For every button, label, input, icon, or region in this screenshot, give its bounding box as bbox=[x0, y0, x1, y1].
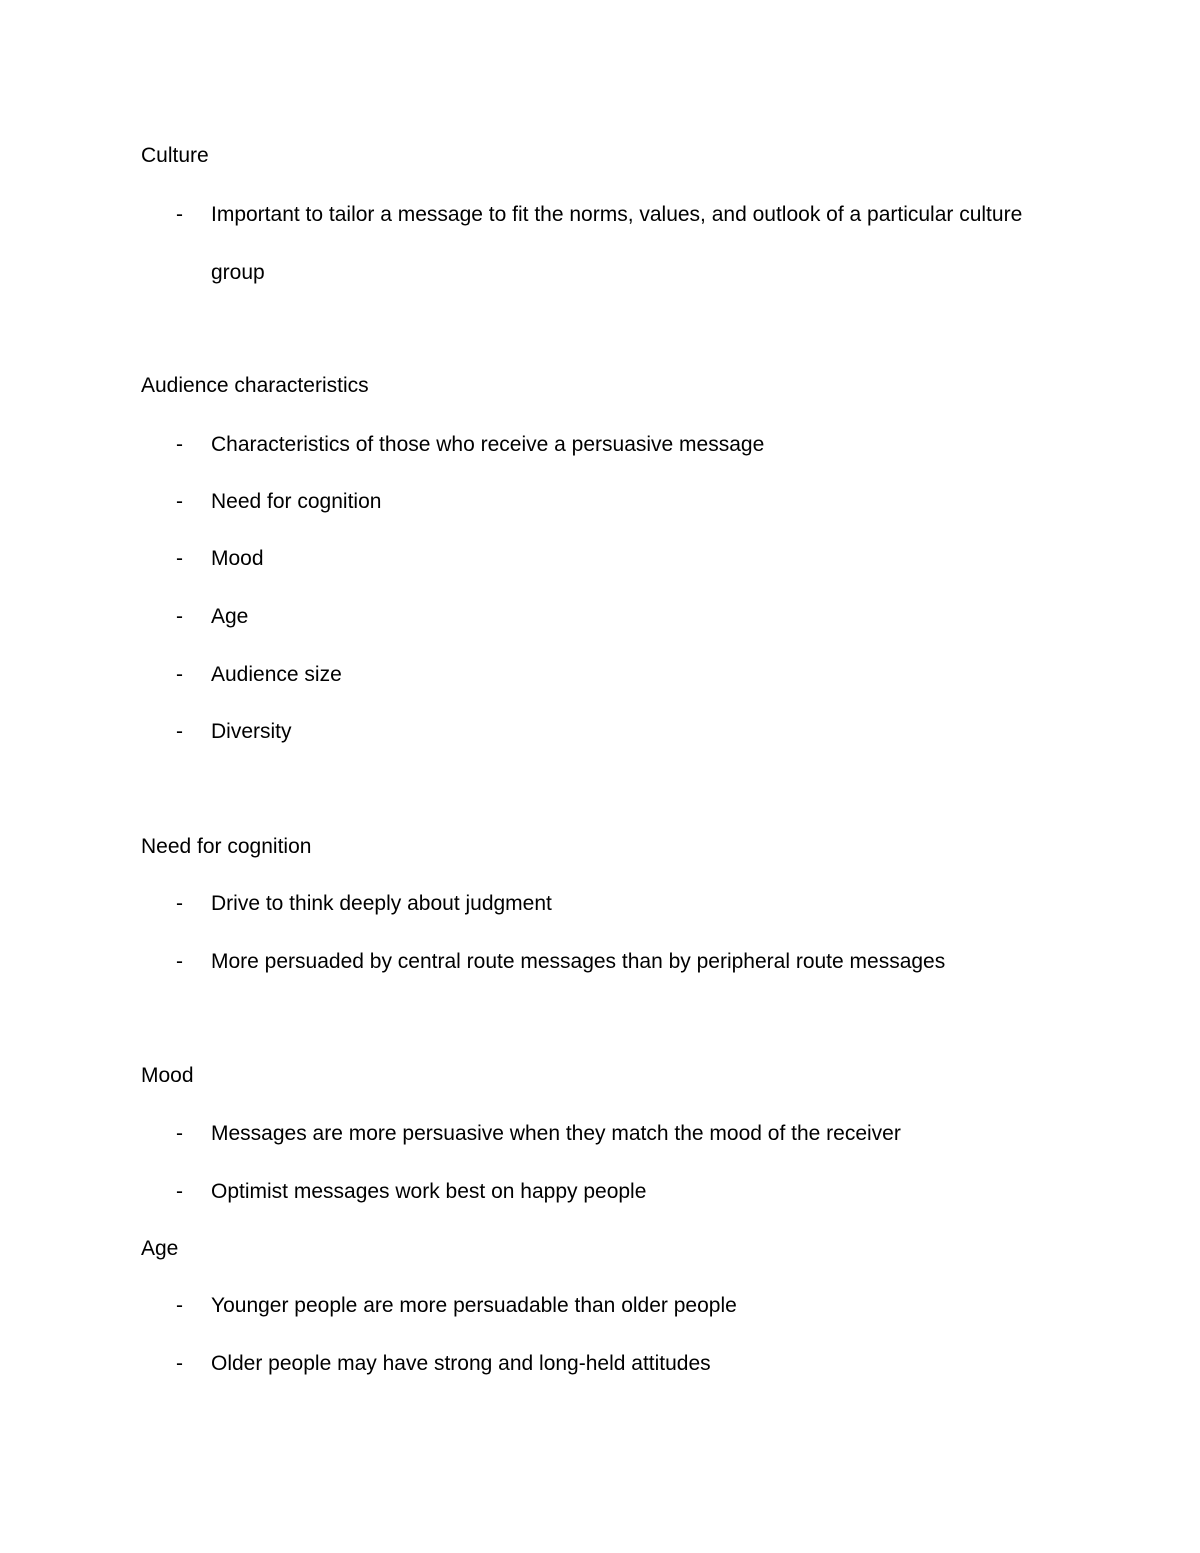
bullet-text: Important to tailor a message to fit the norms, values, and outlook of a particular culture group bbox=[211, 203, 1023, 284]
bullet-text: More persuaded by central route messages than by peripheral route messages bbox=[211, 950, 946, 973]
bullet-dash: - bbox=[176, 433, 183, 456]
bullet-dash: - bbox=[176, 663, 183, 686]
bullet-text: Drive to think deeply about judgment bbox=[211, 892, 552, 915]
bullet-text: Age bbox=[211, 605, 249, 628]
bullet-text: Older people may have strong and long-held attitudes bbox=[211, 1352, 711, 1375]
bullet-text: Mood bbox=[211, 547, 264, 570]
bullet-dash: - bbox=[176, 1122, 183, 1145]
list-item bbox=[0, 1180, 1200, 1204]
list-item bbox=[0, 605, 1200, 629]
section-heading-audience-characteristics: Audience characteristics bbox=[141, 374, 369, 397]
list-item bbox=[0, 720, 1200, 744]
list-item bbox=[0, 950, 1200, 974]
bullet-dash: - bbox=[176, 1352, 183, 1375]
bullet-text: Audience size bbox=[211, 663, 342, 686]
bullet-text: Messages are more persuasive when they match the mood of the receiver bbox=[211, 1122, 901, 1145]
bullet-dash: - bbox=[176, 490, 183, 513]
bullet-dash: - bbox=[176, 1294, 183, 1317]
bullet-dash: - bbox=[176, 203, 183, 226]
bullet-dash: - bbox=[176, 892, 183, 915]
bullet-text: Diversity bbox=[211, 720, 292, 743]
bullet-dash: - bbox=[176, 950, 183, 973]
section-heading-age: Age bbox=[141, 1237, 179, 1260]
list-item bbox=[0, 433, 1200, 457]
bullet-dash: - bbox=[176, 605, 183, 628]
section-heading-mood: Mood bbox=[141, 1064, 194, 1087]
section-heading-culture: Culture bbox=[141, 144, 209, 167]
list-item bbox=[0, 547, 1200, 571]
section-heading-need-for-cognition: Need for cognition bbox=[141, 835, 312, 858]
list-item bbox=[0, 663, 1200, 687]
bullet-dash: - bbox=[176, 720, 183, 743]
bullet-text: Characteristics of those who receive a persuasive message bbox=[211, 433, 765, 456]
list-item bbox=[0, 1122, 1200, 1146]
list-item bbox=[0, 1294, 1200, 1318]
list-item bbox=[0, 203, 1200, 284]
list-item bbox=[0, 490, 1200, 514]
list-item bbox=[0, 892, 1200, 916]
bullet-text: Optimist messages work best on happy people bbox=[211, 1180, 647, 1203]
list-item bbox=[0, 1352, 1200, 1376]
bullet-text: Need for cognition bbox=[211, 490, 382, 513]
bullet-dash: - bbox=[176, 1180, 183, 1203]
bullet-text: Younger people are more persuadable than older people bbox=[211, 1294, 737, 1317]
bullet-dash: - bbox=[176, 547, 183, 570]
